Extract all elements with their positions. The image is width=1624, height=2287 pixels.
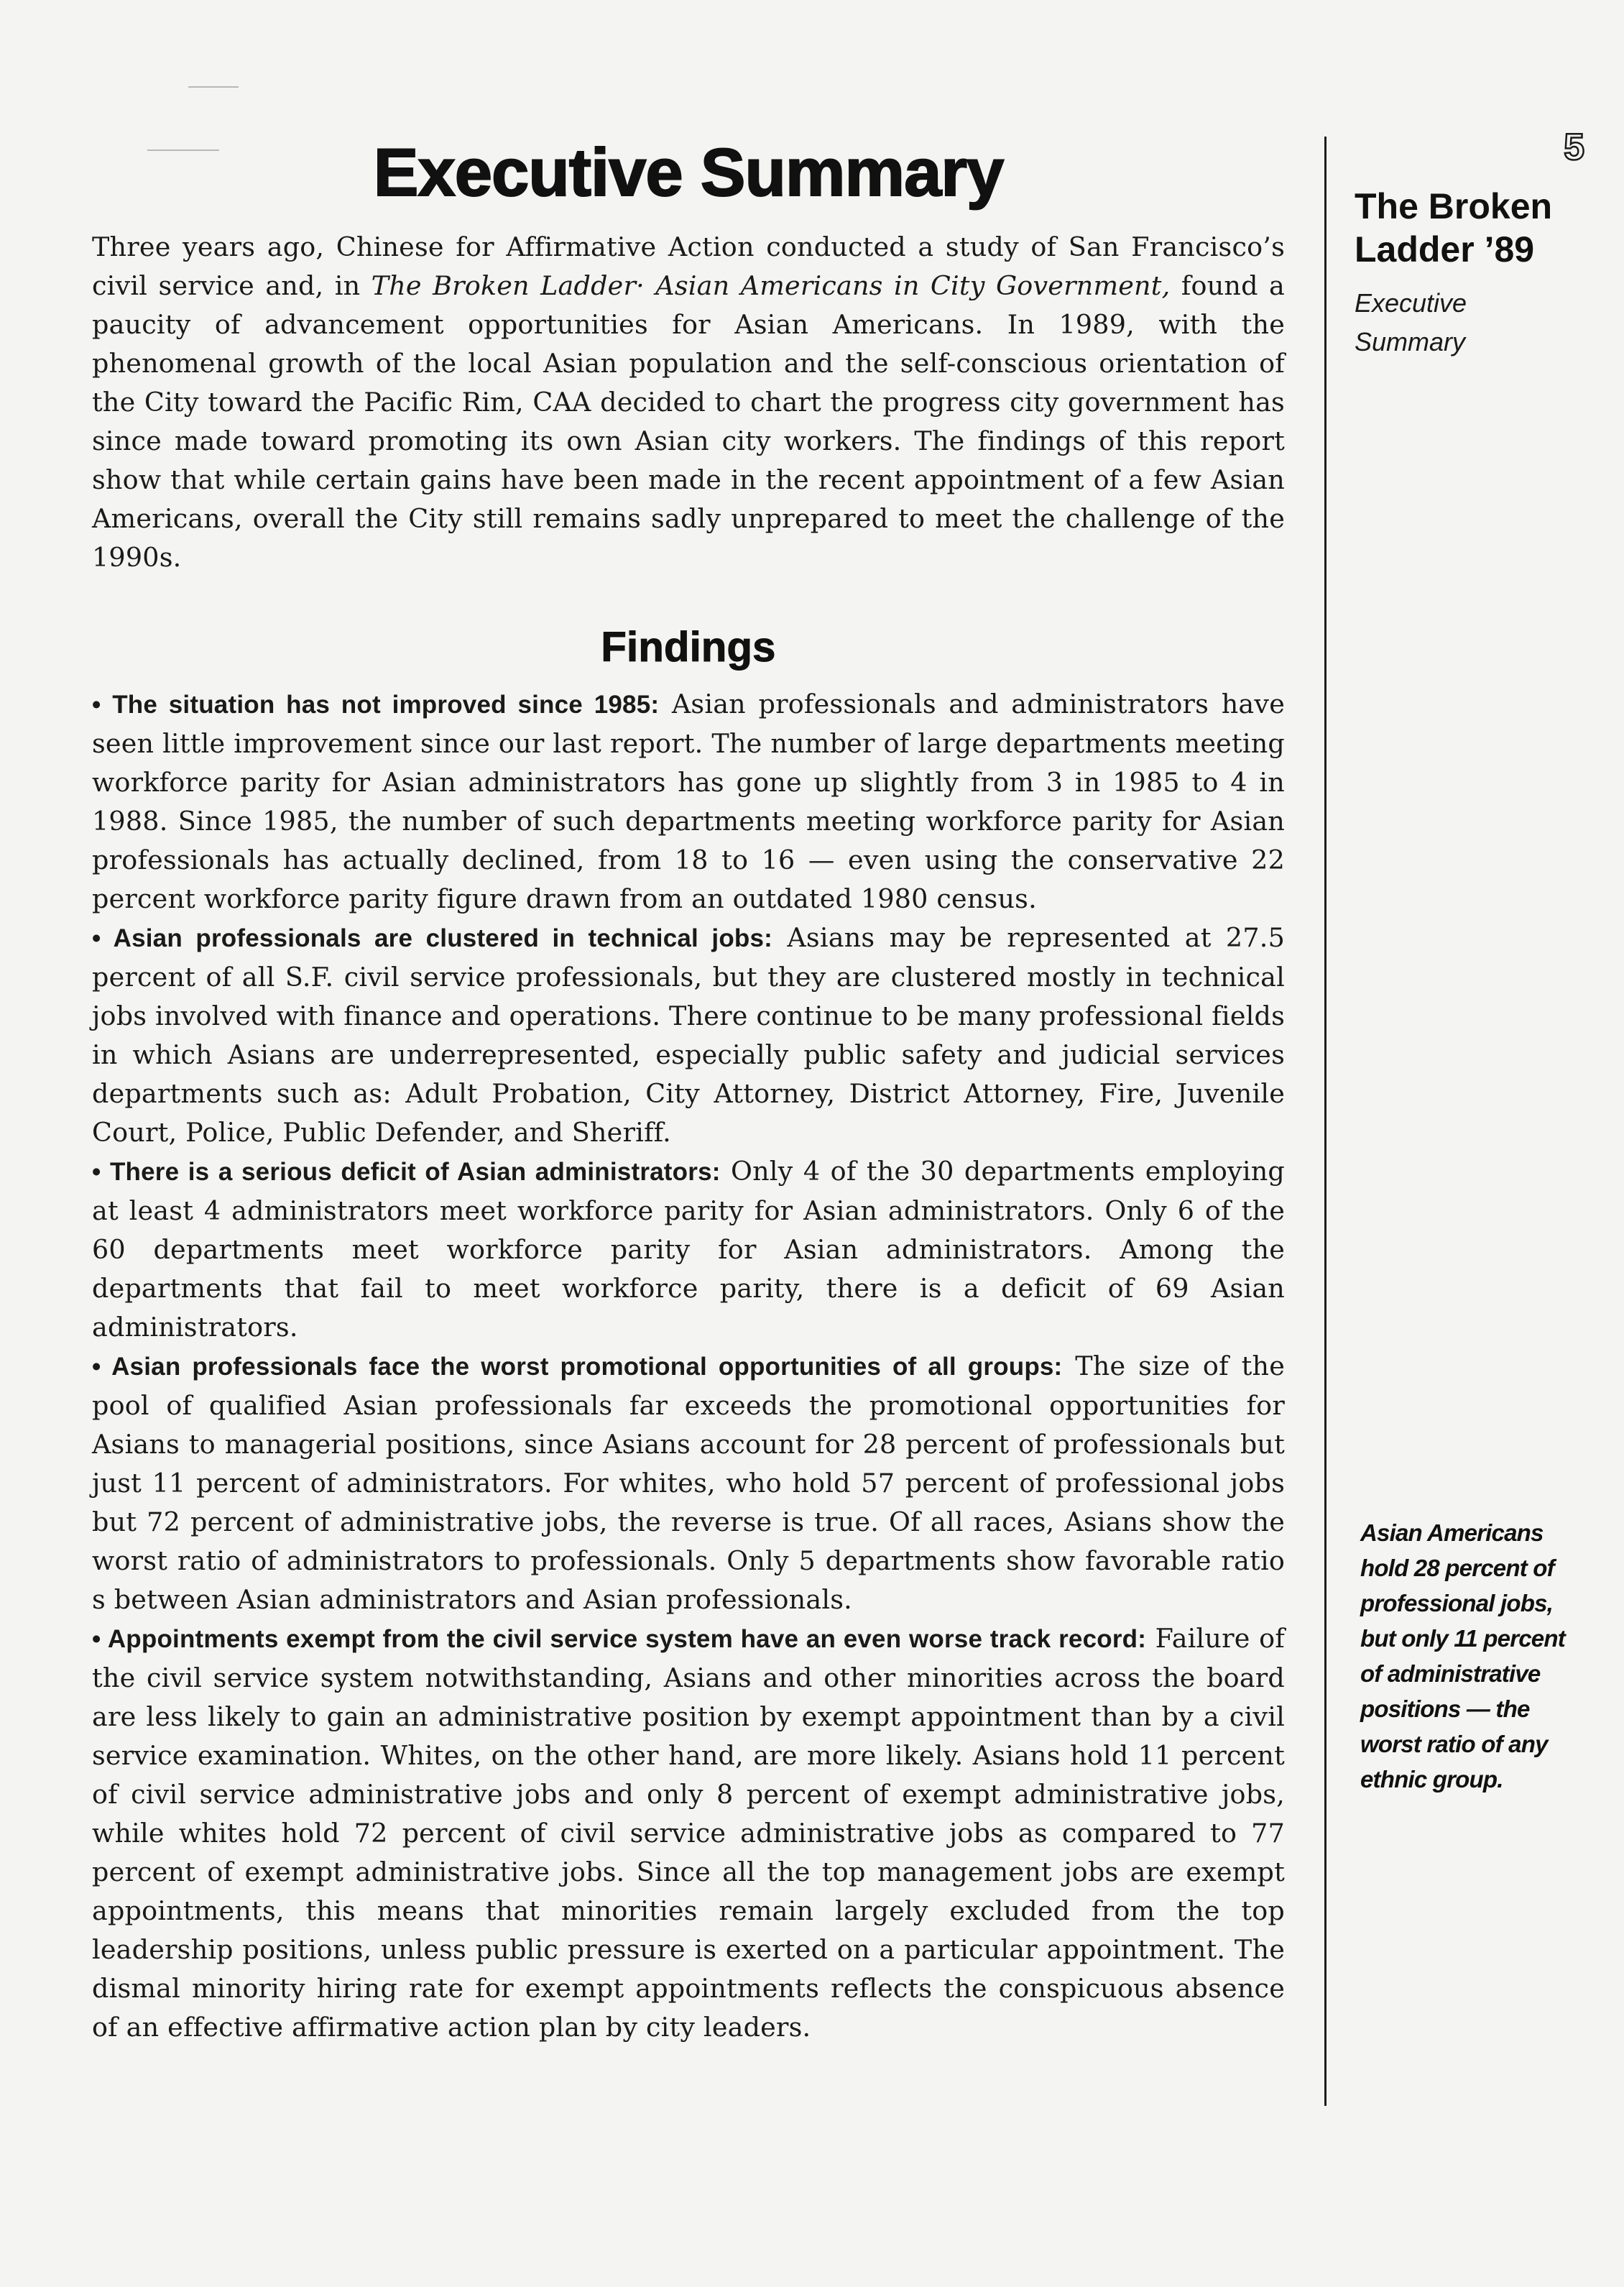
intro-paragraph xyxy=(92,228,1285,577)
finding-heading: • The situation has not improved since 1985: xyxy=(92,691,660,719)
finding-heading: • Asian professionals face the worst promotional opportunities of all groups: xyxy=(92,1353,1063,1381)
finding-body: Asian professionals and administrators have seen little improvement since our last report. The number of large departments meeting workforce parity for Asian administrators has gone up slightly from 3 in 1985 to 4 in 1988. Since 1985, the number of such departments meeting workforce parity for Asian professionals has actually declined, from 18 to 16 — even using the conservative 22 percent workforce parity figure drawn from an outdated 1980 census. xyxy=(92,689,1286,914)
main-column xyxy=(92,133,1285,2047)
finding-item xyxy=(92,919,1285,1152)
findings-heading: Findings xyxy=(601,624,776,671)
section-label-line: Summary xyxy=(1355,327,1466,356)
intro-text-start: Three years ago, Chinese for Affirmative Action conducted a study of San Francisco’s civil service and, in xyxy=(92,231,1285,301)
sidebar xyxy=(1355,126,1584,362)
finding-body: The size of the pool of qualified Asian professionals far exceeds the promotional opportunities for Asians to managerial positions, since Asians account for 28 percent of professionals but just 11 percent of administrators. For whites, who hold 57 percent of professional jobs but 72 percent of administrative jobs, the reverse is true. Of all races, Asians show the worst ratio of administrators to professionals. Only 5 departments show favorable ratio s between Asian administrators and Asian professionals. xyxy=(92,1350,1285,1615)
finding-heading: • Appointments exempt from the civil service system have an even worse track record: xyxy=(92,1625,1147,1653)
section-label xyxy=(1355,284,1584,362)
pull-quote: Asian Americans hold 28 percent of professional jobs, but only 11 percent of administrative positions — the worst ratio of any ethnic group. xyxy=(1360,1519,1565,1793)
finding-item xyxy=(92,1619,1285,2047)
running-title xyxy=(1355,185,1584,271)
finding-item xyxy=(92,685,1285,919)
column-divider xyxy=(1324,137,1327,2106)
finding-body: Only 4 of the 30 departments employing at least 4 administrators meet workforce parity for Asian administrators. Only 6 of the 60 departments meet workforce parity for Asian administrators. Among the departments that fail to meet workforce parity, there is a deficit of 69 Asian administrators. xyxy=(92,1156,1285,1343)
page-number: 5 xyxy=(1564,126,1584,168)
intro-text-end: found a paucity of advancement opportunities for Asian Americans. In 1989, with the phenomenal growth of the local Asian population and the self-conscious orientation of the City toward the Pacific Rim, CAA decided to chart the progress city government has since made toward promoting its own Asian city workers. The findings of this report show that while certain gains have been made in the recent appointment of a few Asian Americans, overall the City still remains sadly unprepared to meet the challenge of the 1990s. xyxy=(92,270,1286,573)
finding-item xyxy=(92,1347,1285,1619)
finding-heading: • There is a serious deficit of Asian administrators: xyxy=(92,1158,721,1186)
report-title-citation: The Broken Ladder· Asian Americans in City Government, xyxy=(371,270,1171,301)
running-title-line: The Broken xyxy=(1355,186,1553,226)
finding-body: Failure of the civil service system notwithstanding, Asians and other minorities across the board are less likely to gain an administrative position by exempt appointment than by a civil service examination. Whites, on the other hand, are more likely. Asians hold 11 percent of civil service administrative jobs and only 8 percent of exempt administrative jobs, while whites hold 72 percent of civil service administrative jobs as compared to 77 percent of exempt administrative jobs. Since all the top management jobs are exempt appointments, this means that minorities remain largely excluded from the top leadership positions, unless public pressure is exerted on a particular appointment. The dismal minority hiring rate for exempt appointments reflects the conspicuous absence of an effective affirmative action plan by city leaders. xyxy=(92,1623,1285,2043)
finding-item xyxy=(92,1152,1285,1347)
scan-artifact-mark xyxy=(188,86,239,88)
finding-body: Asians may be represented at 27.5 percent of all S.F. civil service professionals, but they are clustered mostly in technical jobs involved with finance and operations. There continue to be many professional fields in which Asians are underrepresented, especially public safety and judicial services departments such as: Adult Probation, City Attorney, District Attorney, Fire, Juvenile Court, Police, Public Defender, and Sheriff. xyxy=(92,922,1285,1148)
section-label-line: Executive xyxy=(1355,288,1467,318)
finding-heading: • Asian professionals are clustered in technical jobs: xyxy=(92,924,773,952)
page-title: Executive Summary xyxy=(373,134,1004,210)
running-title-line: Ladder ’89 xyxy=(1355,229,1535,270)
